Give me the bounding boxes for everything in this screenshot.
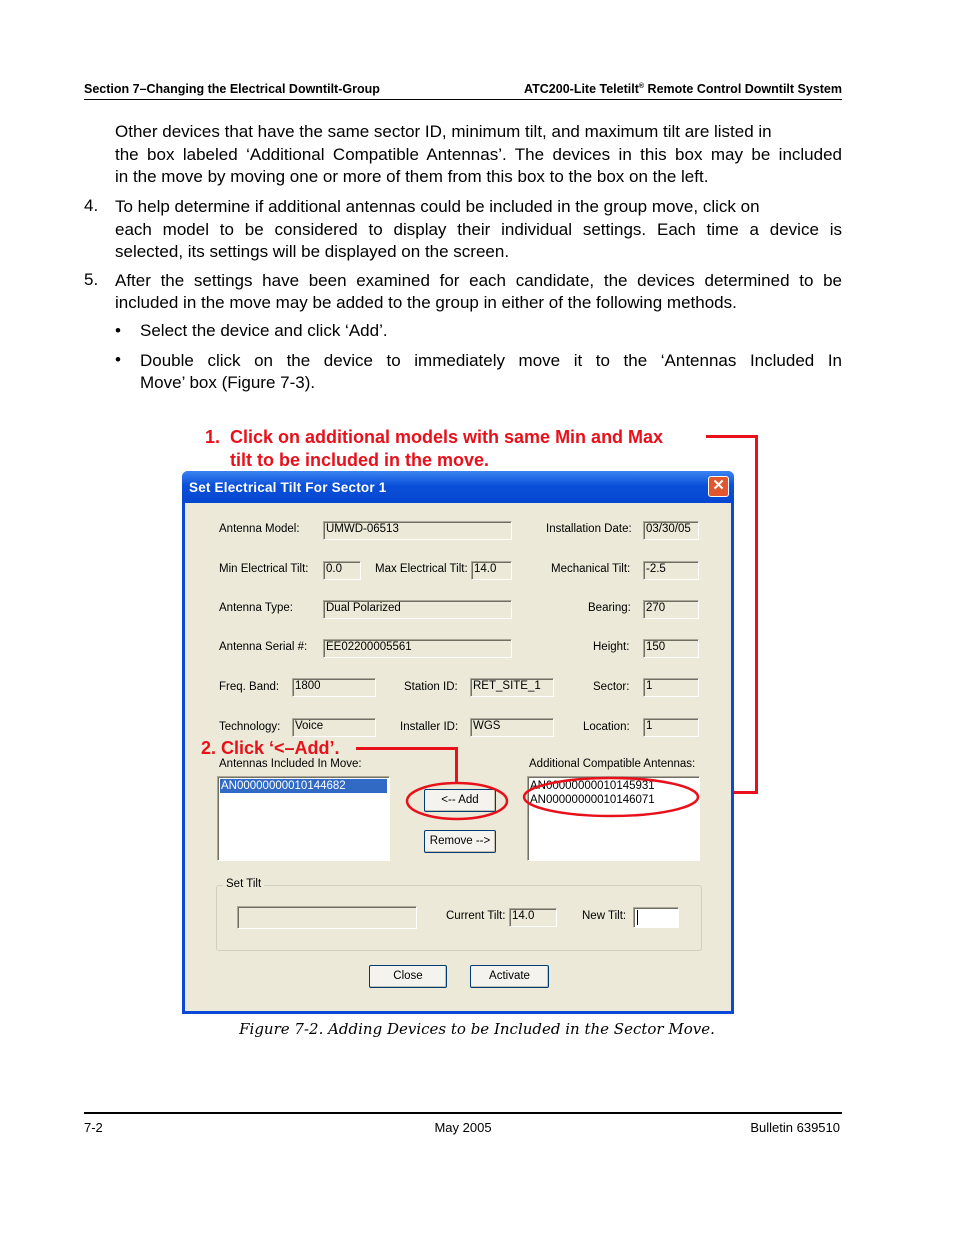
add-button[interactable]: <-- Add [424,789,496,812]
serial-field[interactable]: EE02200005561 [323,639,512,658]
installer-id-label: Installer ID: [400,721,459,733]
serial-label: Antenna Serial #: [219,641,308,653]
freq-band-field[interactable]: 1800 [292,678,376,697]
mech-tilt-field[interactable]: -2.5 [643,561,699,580]
footer-bulletin: Bulletin 639510 [750,1120,840,1135]
current-tilt-label: Current Tilt: [446,910,506,922]
annotation-1-leader-vertical [755,435,758,794]
step-4-text-end [115,241,842,264]
min-tilt-label: Min Electrical Tilt: [219,563,309,575]
antenna-type-label: Antenna Type: [219,602,293,614]
annotation-1-line-2: tilt to be included in the move. [230,450,490,470]
annotation-1-number: 1. [205,427,221,447]
new-tilt-input[interactable] [633,907,679,928]
annotation-1-leader-top [706,435,757,438]
close-icon[interactable]: ✕ [708,476,729,497]
step-4-line-1: To help determine if additional antennas could be included in the group move, click on [115,197,760,216]
annotation-2: 2. Click ‘<–Add’. [201,738,340,758]
antenna-model-field[interactable]: UMWD-06513 [323,521,512,540]
bearing-label: Bearing: [588,602,631,614]
installation-date-label: Installation Date: [546,523,632,535]
bearing-field[interactable]: 270 [643,600,699,619]
min-tilt-field[interactable]: 0.0 [323,561,361,580]
step-4-line-3: selected, its settings will be displayed on the screen. [115,242,510,261]
close-button[interactable]: Close [369,965,447,988]
max-tilt-label: Max Electrical Tilt: [375,563,468,575]
mech-tilt-label: Mechanical Tilt: [551,563,631,575]
compatible-list-label: Additional Compatible Antennas: [529,758,696,770]
intro-paragraph-end [115,166,842,189]
bullet-2-marker: • [115,350,121,369]
max-tilt-field[interactable]: 14.0 [471,561,512,580]
highlight-circles [400,772,700,822]
location-label: Location: [583,721,630,733]
footer-rule [84,1112,842,1114]
technology-field[interactable]: Voice [292,718,376,737]
new-tilt-label: New Tilt: [582,910,627,922]
remove-button[interactable]: Remove --> [424,830,496,853]
activate-button[interactable]: Activate [470,965,549,988]
footer-page-number: 7-2 [84,1120,103,1135]
bullet-2-line-2: Move’ box (Figure 7-3). [140,373,316,392]
location-field[interactable]: 1 [643,718,699,737]
list-item[interactable]: AN00000000010144682 [220,779,387,793]
header-product-name: ATC200-Lite Teletilt [524,82,639,96]
antenna-type-field[interactable]: Dual Polarized [323,600,512,619]
intro-line-3: in the move by moving one or more of them from this box to the box on the left. [115,167,709,186]
step-5-text-end [115,292,842,315]
annotation-1-line-1: Click on additional models with same Min and Max [230,427,664,447]
figure-caption: Figure 7-2. Adding Devices to be Included in the Sector Move. [239,1020,715,1038]
included-antennas-list[interactable] [217,776,390,861]
technology-label: Technology: [219,721,281,733]
step-5-line-2: included in the move may be added to the group in either of the following methods. [115,293,737,312]
footer-date: May 2005 [434,1120,492,1135]
compatible-list-highlight [524,778,698,816]
freq-band-label: Freq. Band: [219,681,280,693]
annotation-2-leader-horizontal [356,747,458,750]
intro-line-2: the box labeled ‘Additional Compatible Antennas’. The devices in this box may be included [115,144,842,164]
text-cursor [637,910,638,925]
sector-field[interactable]: 1 [643,678,699,697]
tilt-progress-bar [237,906,417,929]
included-list-label: Antennas Included In Move: [219,758,362,770]
antenna-model-label: Antenna Model: [219,523,300,535]
step-4-number: 4. [84,196,99,215]
step-5-number: 5. [84,270,99,289]
height-field[interactable]: 150 [643,639,699,658]
header-product-rest: Remote Control Downtilt System [644,82,842,96]
page-header [84,81,842,100]
bullet-1-marker: • [115,321,121,340]
list-item[interactable]: AN00000000010146071 [530,794,655,806]
add-button-highlight [407,783,507,819]
step-5-line-1: After the settings have been examined for each candidate, the devices determined to be [115,271,842,290]
height-label: Height: [593,641,630,653]
current-tilt-field[interactable]: 14.0 [509,908,557,927]
bullet-2-text-end [140,372,842,395]
list-item[interactable]: AN00000000010145931 [530,780,655,792]
bullet-2-line-1: Double click on the device to immediately move it to the ‘Antennas Included In [140,351,842,370]
station-id-label: Station ID: [404,681,458,693]
registered-mark: ® [638,82,645,90]
bullet-1-text: Select the device and click ‘Add’. [140,321,388,340]
header-section-title: Section 7–Changing the Electrical Downtilt-Group [84,82,380,96]
installation-date-field[interactable]: 03/30/05 [643,521,699,540]
header-product-title [524,82,842,96]
step-4-line-2: each model to be considered to display their individual settings. Each time a device is [115,219,842,239]
installer-id-field[interactable]: WGS [470,718,554,737]
intro-line-1: Other devices that have the same sector ID, minimum tilt, and maximum tilt are listed in [115,122,772,141]
set-tilt-group-label: Set Tilt [223,878,264,890]
sector-label: Sector: [593,681,630,693]
station-id-field[interactable]: RET_SITE_1 [470,678,554,697]
annotation-2-leader-vertical [455,747,458,784]
dialog-title: Set Electrical Tilt For Sector 1 [189,480,387,495]
